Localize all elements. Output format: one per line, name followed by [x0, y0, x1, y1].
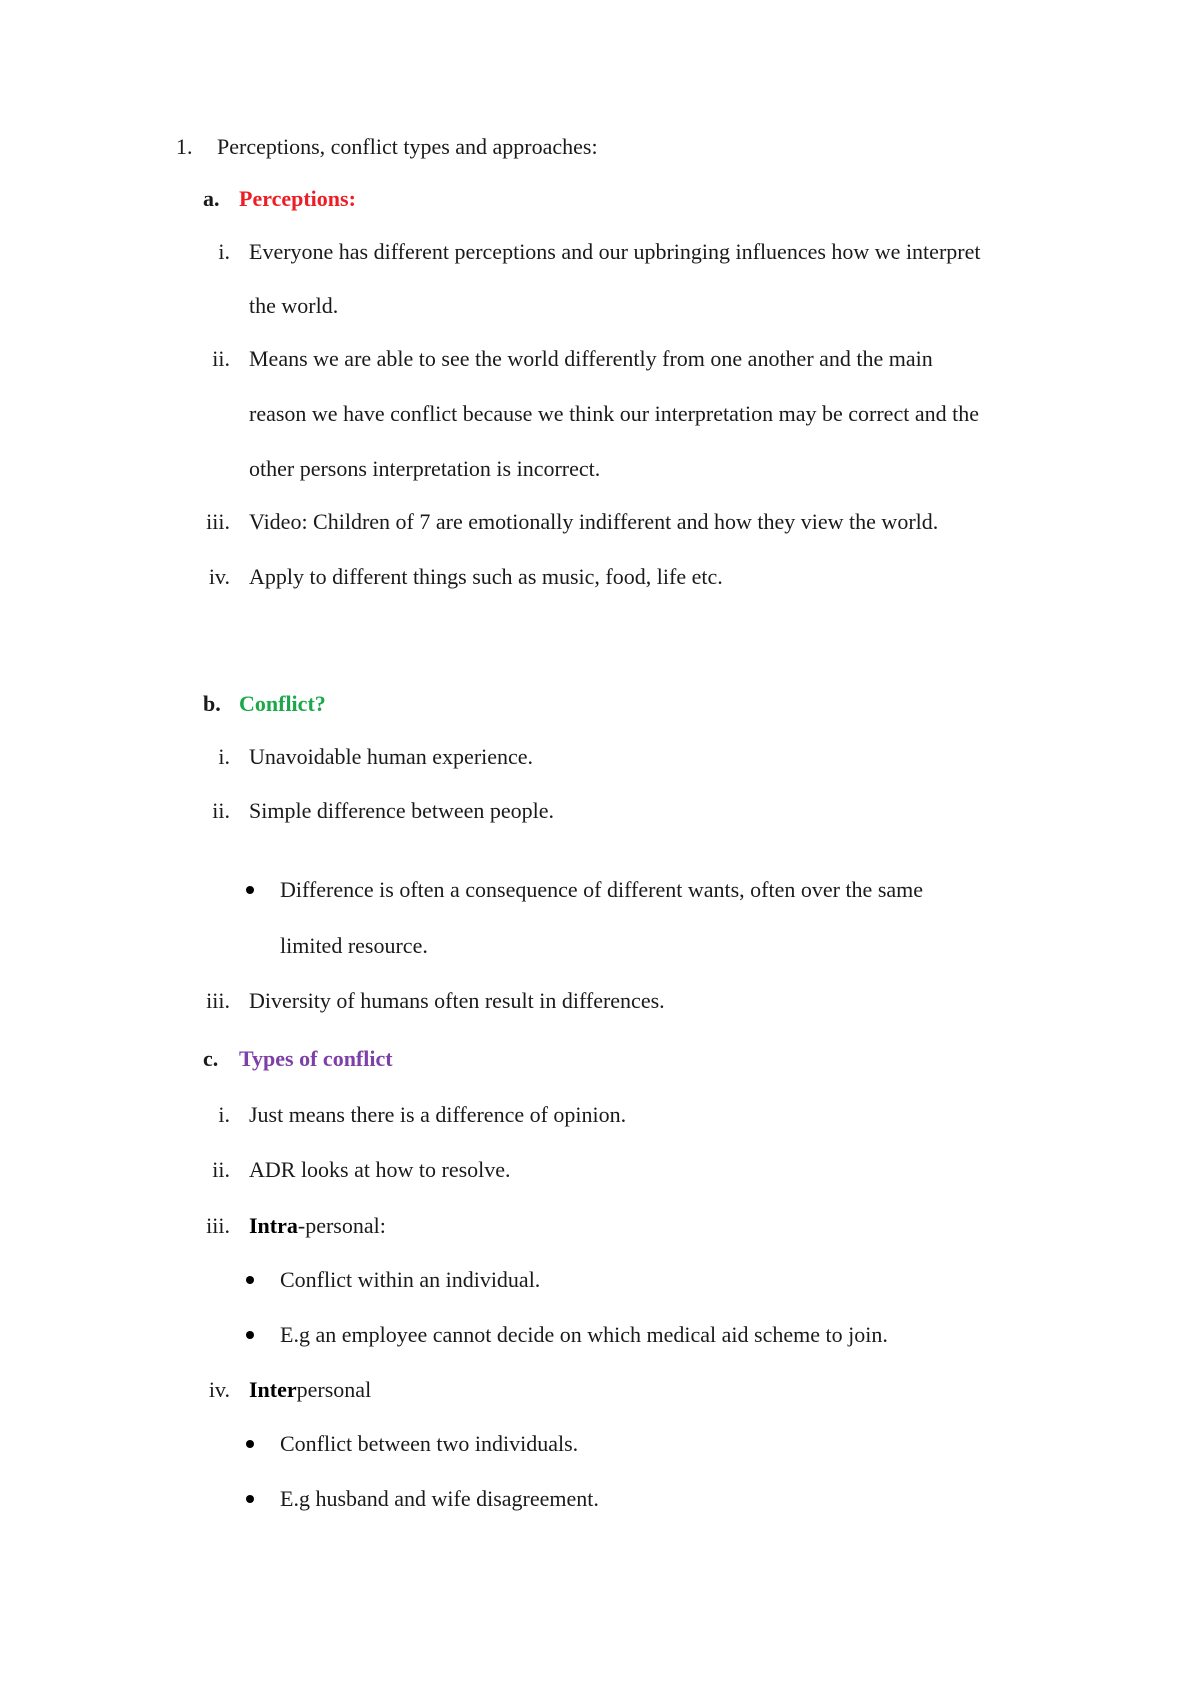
list-letter-a: a.: [203, 186, 220, 211]
list-number: 1.: [176, 134, 193, 159]
bullet-dot: [246, 1440, 254, 1448]
list-marker: iv.: [208, 564, 230, 589]
text-suffix: -personal:: [297, 1213, 386, 1238]
list-marker: i.: [218, 239, 230, 264]
list-item-text: Unavoidable human experience.: [249, 744, 534, 769]
list-marker: iii.: [206, 988, 230, 1013]
bullet-text: Conflict between two individuals.: [280, 1431, 579, 1456]
list-item-text: Everyone has different perceptions and our upbringing influences how we interpret: [249, 239, 981, 264]
list-letter-c: c.: [203, 1046, 219, 1071]
heading-conflict: Conflict?: [239, 691, 326, 716]
bold-prefix: Inter: [249, 1377, 297, 1402]
list-item-text: reason we have conflict because we think our interpretation may be correct and the: [249, 401, 979, 426]
list-marker: ii.: [212, 1157, 230, 1182]
list-item-text: Simple difference between people.: [249, 798, 555, 823]
list-marker: iv.: [208, 1377, 230, 1402]
list-marker: iii.: [206, 1213, 230, 1238]
bullet-text: limited resource.: [280, 933, 428, 958]
heading-perceptions: Perceptions:: [239, 186, 356, 211]
bold-prefix: Intra: [249, 1213, 298, 1238]
list-marker: ii.: [212, 346, 230, 371]
bullet-text: Difference is often a consequence of different wants, often over the same: [280, 877, 924, 902]
list-marker: i.: [218, 1102, 230, 1127]
list-item-text: Just means there is a difference of opinion.: [249, 1102, 627, 1127]
section-title: Perceptions, conflict types and approaches:: [217, 134, 598, 159]
list-marker: i.: [218, 744, 230, 769]
list-item-text: Video: Children of 7 are emotionally indifferent and how they view the world.: [249, 509, 939, 534]
list-item-text: Means we are able to see the world differently from one another and the main: [249, 346, 933, 371]
list-marker: ii.: [212, 798, 230, 823]
list-item-text: Apply to different things such as music, food, life etc.: [249, 564, 723, 589]
list-item-text: the world.: [249, 293, 339, 318]
list-item-text: Diversity of humans often result in differences.: [249, 988, 665, 1013]
list-item-text: [249, 1376, 371, 1404]
heading-types-of-conflict: Types of conflict: [239, 1046, 393, 1071]
bullet-dot: [246, 886, 254, 894]
bullet-dot: [246, 1276, 254, 1284]
list-letter-b: b.: [203, 691, 221, 716]
list-item-text: [249, 1212, 386, 1240]
bullet-dot: [246, 1495, 254, 1503]
bullet-text: Conflict within an individual.: [280, 1267, 541, 1292]
bullet-text: E.g an employee cannot decide on which medical aid scheme to join.: [280, 1322, 888, 1347]
list-item-text: other persons interpretation is incorrect.: [249, 456, 601, 481]
bullet-dot: [246, 1331, 254, 1339]
bullet-text: E.g husband and wife disagreement.: [280, 1486, 599, 1511]
list-marker: iii.: [206, 509, 230, 534]
list-item-text: ADR looks at how to resolve.: [249, 1157, 511, 1182]
text-suffix: personal: [296, 1377, 372, 1402]
